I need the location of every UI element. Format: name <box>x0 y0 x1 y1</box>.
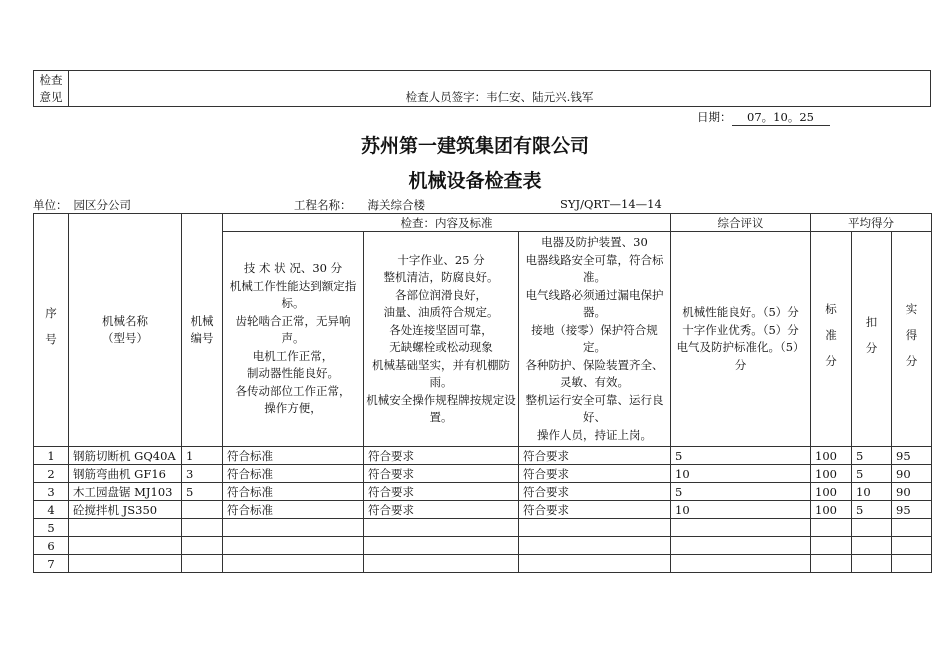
row-deduction: 5 <box>852 465 892 483</box>
row-machine-number: 1 <box>182 447 223 465</box>
row-cross-operation: 符合要求 <box>364 483 519 501</box>
seq-header <box>34 214 69 447</box>
row-cross-operation <box>364 555 519 573</box>
row-seq: 4 <box>34 501 69 519</box>
row-deduction <box>852 555 892 573</box>
row-seq: 7 <box>34 555 69 573</box>
row-electrical <box>519 537 671 555</box>
unit-field <box>33 197 204 214</box>
row-machine-name: 钢筋切断机 GQ40A <box>69 447 182 465</box>
row-technical: 符合标准 <box>223 483 364 501</box>
table-row <box>34 555 932 573</box>
project-value: 海关综合楼 <box>352 197 502 214</box>
form-title: 机械设备检查表 <box>408 170 542 192</box>
row-technical: 符合标准 <box>223 465 364 483</box>
row-overall: 10 <box>671 465 811 483</box>
table-body <box>34 447 932 573</box>
row-cross-operation: 符合要求 <box>364 447 519 465</box>
row-electrical: 符合要求 <box>519 465 671 483</box>
row-machine-number <box>182 501 223 519</box>
row-machine-number: 3 <box>182 465 223 483</box>
actual-score-header <box>892 232 932 447</box>
row-actual-score <box>892 519 932 537</box>
row-overall <box>671 537 811 555</box>
row-overall <box>671 519 811 537</box>
overall-standard <box>671 232 811 447</box>
row-machine-name: 钢筋弯曲机 GF16 <box>69 465 182 483</box>
standard-technical <box>223 232 364 447</box>
row-seq: 2 <box>34 465 69 483</box>
row-overall: 5 <box>671 447 811 465</box>
row-actual-score: 95 <box>892 501 932 519</box>
row-electrical: 符合要求 <box>519 447 671 465</box>
table-row <box>34 501 932 519</box>
actual-score-header-text: 实 得 分 <box>905 302 918 368</box>
standard-score-header <box>811 232 852 447</box>
row-actual-score: 95 <box>892 447 932 465</box>
row-overall <box>671 555 811 573</box>
deduction-header <box>852 232 892 447</box>
seq-header-text: 序 号 <box>45 306 57 346</box>
overall-standard-text: 机械性能良好。（5）分 十字作业优秀。（5）分 电气及防护标准化。（5）分 <box>676 305 805 372</box>
project-field <box>294 197 502 214</box>
table-row <box>34 447 932 465</box>
row-machine-number <box>182 555 223 573</box>
row-standard-score <box>811 537 852 555</box>
row-deduction: 5 <box>852 501 892 519</box>
overall-review-header: 综合评议 <box>671 214 811 232</box>
date-line <box>697 109 830 126</box>
row-technical: 符合标准 <box>223 501 364 519</box>
row-machine-name: 木工园盘锯 MJ103 <box>69 483 182 501</box>
inspection-opinion-table <box>33 70 931 107</box>
standard-technical-text: 技 术 状 况、30 分 机械工作性能达到额定指标。 齿轮啮合正常，无异响声。 电机工作正常， 制动器性能良好。 各传动部位工作正常， 操作方便， <box>229 261 357 416</box>
form-code: SYJ/QRT—14—14 <box>560 197 662 211</box>
date-label: 日期： <box>697 110 732 124</box>
average-score-header: 平均得分 <box>811 214 932 232</box>
content-standard-header: 检查：内容及标准 <box>223 214 671 232</box>
standard-electrical-text: 电器及防护装置、30 电器线路安全可靠，符合标准。 电气线路必须通过漏电保护器。 接地（接零）保护符合规定。 各种防护、保险装置齐全、灵敏、有效。 整机运行安全可靠、运行良好、 操作人员，持证上岗。 <box>525 235 664 442</box>
row-seq: 1 <box>34 447 69 465</box>
row-machine-name <box>69 537 182 555</box>
row-seq: 6 <box>34 537 69 555</box>
row-standard-score <box>811 519 852 537</box>
machine-number-header-text: 机械 编号 <box>190 314 214 345</box>
opinion-label <box>34 71 69 107</box>
row-cross-operation: 符合要求 <box>364 465 519 483</box>
row-standard-score <box>811 555 852 573</box>
date-value: 07。10。25 <box>732 109 830 126</box>
row-overall: 10 <box>671 501 811 519</box>
table-row <box>34 537 932 555</box>
row-deduction <box>852 519 892 537</box>
row-machine-number <box>182 519 223 537</box>
row-machine-name <box>69 519 182 537</box>
machine-number-header <box>182 214 223 447</box>
row-seq: 3 <box>34 483 69 501</box>
row-cross-operation: 符合要求 <box>364 501 519 519</box>
row-cross-operation <box>364 537 519 555</box>
row-actual-score: 90 <box>892 483 932 501</box>
unit-value: 园区分公司 <box>68 197 204 214</box>
row-deduction: 10 <box>852 483 892 501</box>
row-actual-score <box>892 555 932 573</box>
row-actual-score <box>892 537 932 555</box>
row-technical <box>223 555 364 573</box>
standard-score-header-text: 标 准 分 <box>825 302 837 368</box>
table-row <box>34 483 932 501</box>
row-machine-name <box>69 555 182 573</box>
row-machine-name: 砼搅拌机 JS350 <box>69 501 182 519</box>
row-deduction: 5 <box>852 447 892 465</box>
row-electrical <box>519 519 671 537</box>
machine-name-header <box>69 214 182 447</box>
company-name: 苏州第一建筑集团有限公司 <box>360 135 589 157</box>
project-label: 工程名称： <box>294 198 352 212</box>
machine-name-header-text: 机械名称 （型号） <box>102 314 148 345</box>
deduction-header-text: 扣 分 <box>865 315 878 355</box>
row-electrical: 符合要求 <box>519 483 671 501</box>
row-standard-score: 100 <box>811 465 852 483</box>
row-actual-score: 90 <box>892 465 932 483</box>
row-overall: 5 <box>671 483 811 501</box>
row-machine-number <box>182 537 223 555</box>
table-row <box>34 519 932 537</box>
standard-cross-operation-text: 十字作业、25 分 整机清洁，防腐良好。 各部位润滑良好， 油量、油质符合规定。 各处连接坚固可靠， 无缺螺栓或松动现象 机械基础坚实，并有机棚防雨。 机械安全操作规程牌按规定设置。 <box>366 252 516 424</box>
standard-electrical <box>519 232 671 447</box>
row-deduction <box>852 537 892 555</box>
opinion-label-text: 检查 意见 <box>39 72 63 104</box>
row-technical <box>223 519 364 537</box>
equipment-inspection-table <box>33 213 932 573</box>
inspector-signature: 检查人员签字：韦仁安、陆元兴.钱军 <box>69 71 931 107</box>
row-standard-score: 100 <box>811 483 852 501</box>
unit-label: 单位： <box>33 198 68 212</box>
row-machine-number: 5 <box>182 483 223 501</box>
row-cross-operation <box>364 519 519 537</box>
table-row <box>34 465 932 483</box>
standard-cross-operation <box>364 232 519 447</box>
row-electrical: 符合要求 <box>519 501 671 519</box>
row-standard-score: 100 <box>811 501 852 519</box>
row-standard-score: 100 <box>811 447 852 465</box>
row-electrical <box>519 555 671 573</box>
row-seq: 5 <box>34 519 69 537</box>
row-technical <box>223 537 364 555</box>
header-row-1 <box>34 214 932 232</box>
row-technical: 符合标准 <box>223 447 364 465</box>
